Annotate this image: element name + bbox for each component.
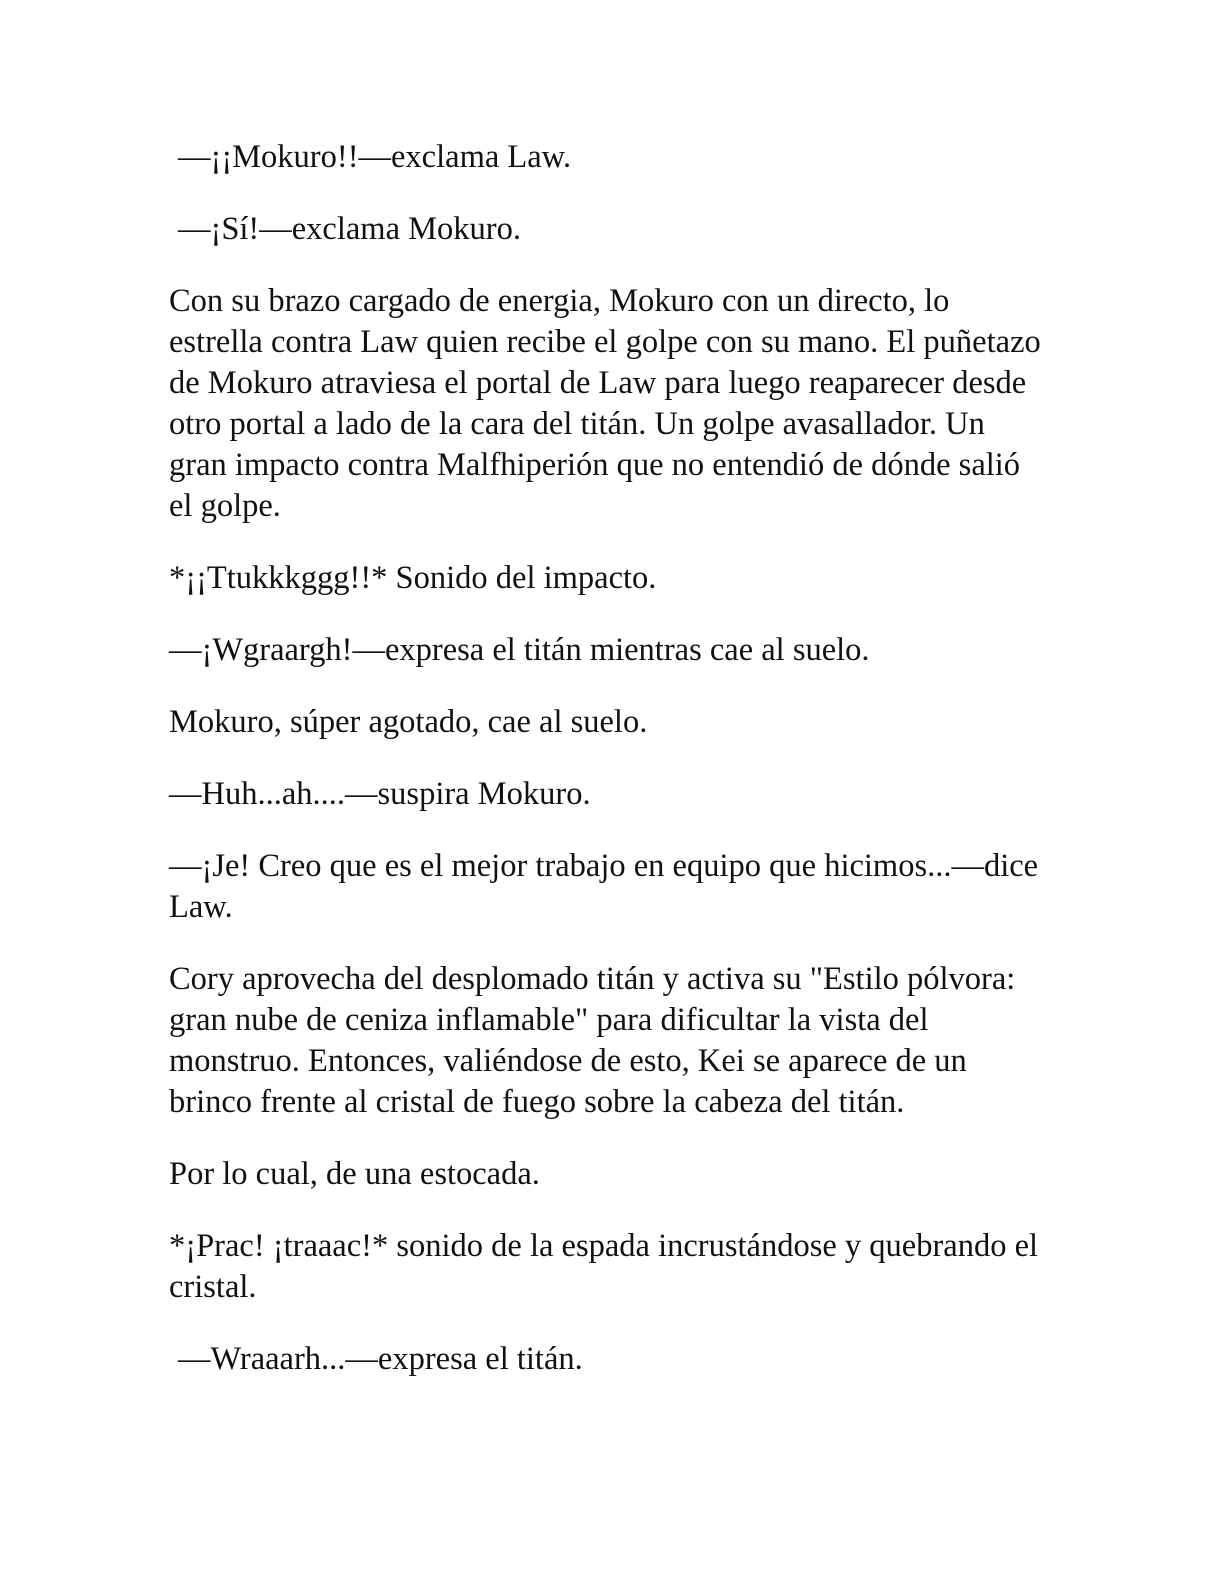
paragraph-sound-impact: *¡¡Ttukkkggg!!* Sonido del impacto. <box>169 560 657 596</box>
paragraph-sound-sword: *¡Prac! ¡traaac!* sonido de la espada incrustándose y quebrando el cristal. <box>169 1228 1039 1305</box>
paragraph-narration-cory-kei: Cory aprovecha del desplomado titán y activa su "Estilo pólvora: gran nube de ceniza inflamable" para dificultar la vista del monstruo. Entonces, valiéndose de esto, Kei se aparece de un brinco frente al cristal de fuego sobre la cabeza del titán. <box>169 961 1016 1120</box>
paragraph-dialogue-titan-fall: —¡Wgraargh!—expresa el titán mientras cae al suelo. <box>169 632 870 668</box>
paragraph-dialogue-law: —¡¡Mokuro!!—exclama Law. <box>178 139 572 175</box>
body-text <box>169 137 1049 1411</box>
paragraph-dialogue-mokuro: —¡Sí!—exclama Mokuro. <box>178 211 521 247</box>
paragraph-narration-punch: Con su brazo cargado de energia, Mokuro con un directo, lo estrella contra Law quien recibe el golpe con su mano. El puñetazo de Mokuro atraviesa el portal de Law para luego reaparecer desde otro portal a lado de la cara del titán. Un golpe avasallador. Un gran impacto contra Malfhiperión que no entendió de dónde salió el golpe. <box>169 283 1041 524</box>
paragraph-narration-mokuro-falls: Mokuro, súper agotado, cae al suelo. <box>169 704 648 740</box>
paragraph-dialogue-mokuro-sigh: —Huh...ah....—suspira Mokuro. <box>169 776 591 812</box>
paragraph-dialogue-law-teamwork: —¡Je! Creo que es el mejor trabajo en equipo que hicimos...—dice Law. <box>169 848 1039 925</box>
paragraph-narration-thrust: Por lo cual, de una estocada. <box>169 1156 540 1192</box>
paragraph-dialogue-titan-roar: —Wraaarh...—expresa el titán. <box>178 1341 583 1377</box>
